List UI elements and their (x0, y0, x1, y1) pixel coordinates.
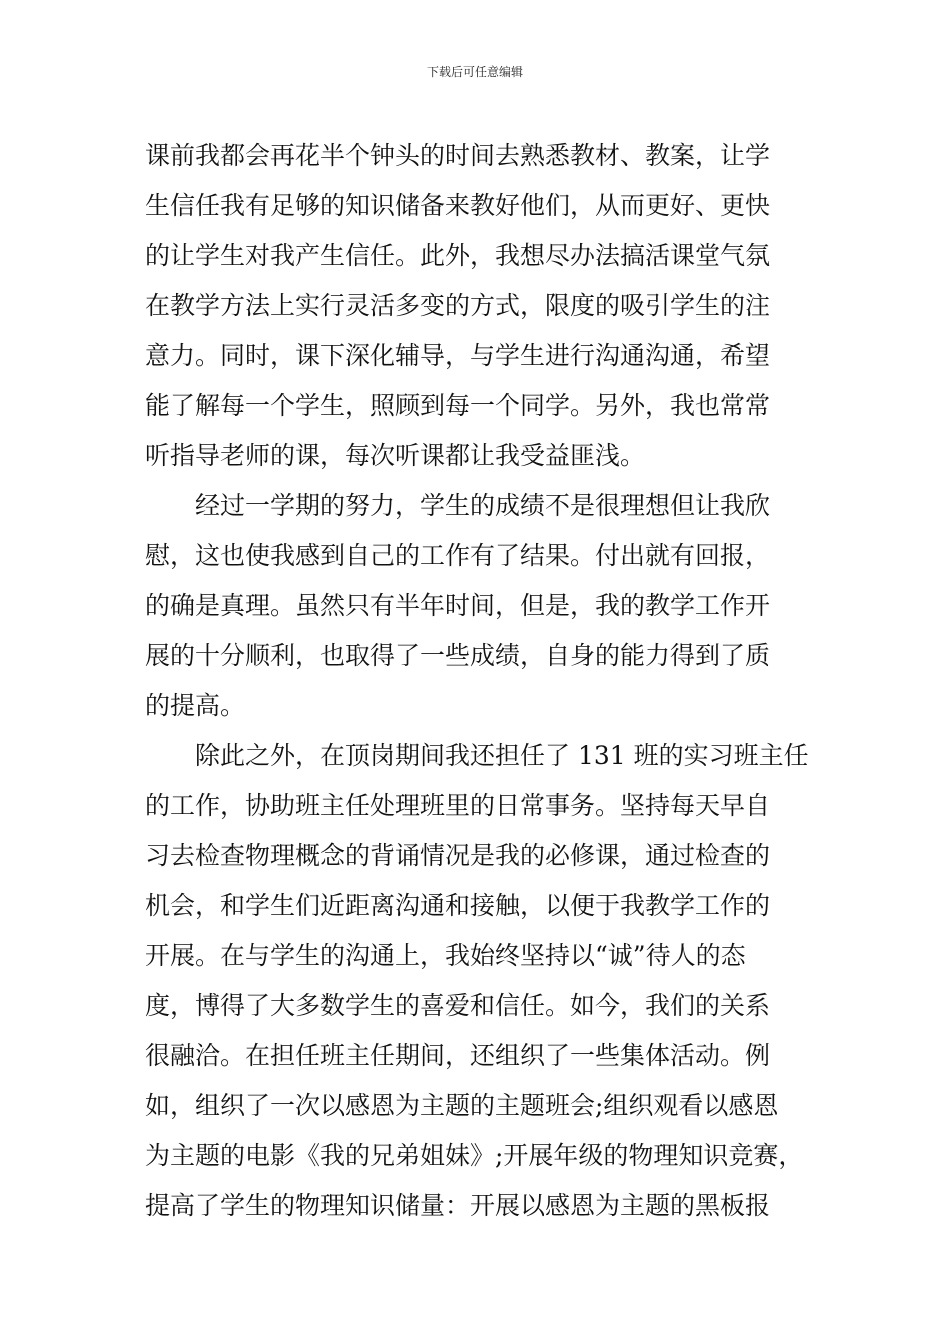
text-line: 展的十分顺利，也取得了一些成绩，自身的能力得到了质 (145, 641, 771, 670)
text-line: 机会，和学生们近距离沟通和接触，以便于我教学工作的 (145, 891, 771, 920)
text-line: 提高了学生的物理知识储量：开展以感恩为主题的黑板报 (145, 1191, 771, 1220)
text-line: 听指导老师的课，每次听课都让我受益匪浅。 (145, 441, 646, 470)
text-line: 为主题的电影《我的兄弟姐妹》;开展年级的物理知识竞赛， (145, 1141, 804, 1170)
text-line: 慰，这也使我感到自己的工作有了结果。付出就有回报， (145, 541, 771, 570)
text-line: 意力。同时，课下深化辅导，与学生进行沟通沟通，希望 (145, 341, 771, 370)
text-line: 生信任我有足够的知识储备来教好他们，从而更好、更快 (145, 191, 771, 220)
text-line: 很融洽。在担任班主任期间，还组织了一些集体活动。例 (145, 1041, 771, 1070)
paragraph-first-line: 除此之外，在顶岗期间我还担任了 131 班的实习班主任 (195, 741, 809, 770)
text-line: 的让学生对我产生信任。此外，我想尽办法搞活课堂气氛 (145, 241, 771, 270)
text-line: 的提高。 (145, 691, 246, 720)
text-line: 开展。在与学生的沟通上，我始终坚持以“诚”待人的态 (145, 941, 746, 970)
paragraph-first-line: 经过一学期的努力，学生的成绩不是很理想但让我欣 (195, 491, 771, 520)
text-line: 习去检查物理概念的背诵情况是我的必修课，通过检查的 (145, 841, 771, 870)
document-body (145, 131, 825, 1231)
text-line: 如，组织了一次以感恩为主题的主题班会;组织观看以感恩 (145, 1091, 779, 1120)
text-line: 能了解每一个学生，照顾到每一个同学。另外，我也常常 (145, 391, 771, 420)
text-line: 在教学方法上实行灵活多变的方式，限度的吸引学生的注 (145, 291, 771, 320)
text-line: 的确是真理。虽然只有半年时间，但是，我的教学工作开 (145, 591, 771, 620)
text-line: 的工作，协助班主任处理班里的日常事务。坚持每天早自 (145, 791, 771, 820)
text-line: 度，博得了大多数学生的喜爱和信任。如今，我们的关系 (145, 991, 771, 1020)
page-header: 下载后可任意编辑 (426, 65, 523, 79)
text-line: 课前我都会再花半个钟头的时间去熟悉教材、教案，让学 (145, 141, 771, 170)
